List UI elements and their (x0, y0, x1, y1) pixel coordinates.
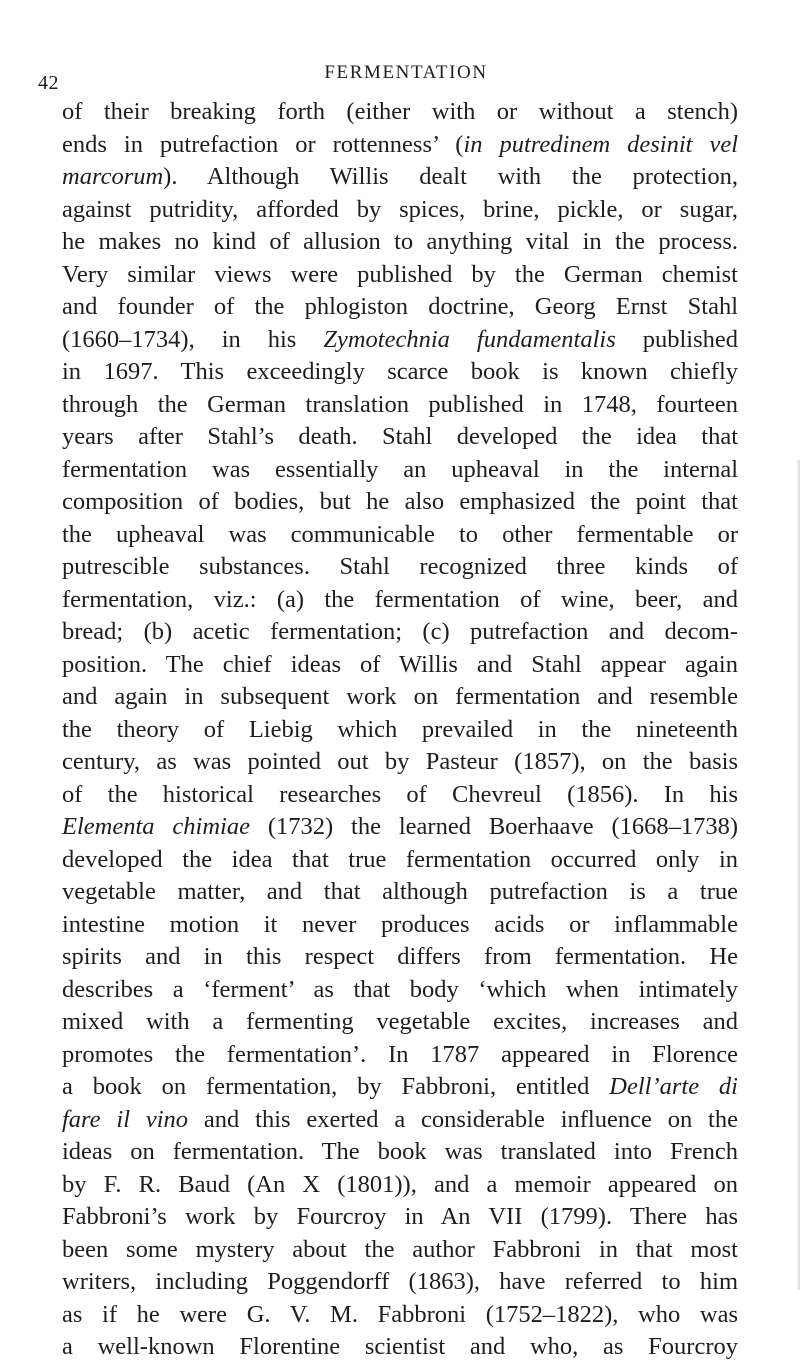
text-line: by F. R. Baud (An X (1801)), and a memoir appeared on (62, 1170, 738, 1198)
text-line: the theory of Liebig which prevailed in the nineteenth (62, 715, 738, 743)
text-line: as if he were G. V. M. Fabbroni (1752–1822), who was (62, 1300, 738, 1328)
text-line: century, as was pointed out by Pasteur (1857), on the basis (62, 748, 738, 775)
text-line: and founder of the phlogiston doctrine, Georg Ernst Stahl (62, 293, 738, 320)
text-line: of their breaking forth (either with or without a stench) (62, 98, 738, 125)
text-line: through the German translation published in 1748, fourteen (62, 390, 738, 418)
text-line: years after Stahl’s death. Stahl developed the idea that (62, 423, 738, 450)
text-line: putrescible substances. Stahl recognized three kinds of (62, 553, 738, 580)
text-line: he makes no kind of allusion to anything vital in the process. (62, 228, 738, 255)
text-line: spirits and in this respect differs from fermentation. He (62, 943, 738, 970)
text-line: and again in subsequent work on fermentation and resemble (62, 683, 738, 710)
text-line: in 1697. This exceedingly scarce book is known chiefly (62, 358, 738, 385)
text-line: ends in putrefaction or rottenness’ (in putredinem desinit vel (62, 130, 738, 158)
text-line: vegetable matter, and that although putrefaction is a true (62, 878, 738, 905)
text-line: a well-known Florentine scientist and who, as Fourcroy (62, 1333, 738, 1360)
text-line: mixed with a fermenting vegetable excites, increases and (62, 1008, 738, 1035)
text-line: against putridity, afforded by spices, brine, pickle, or sugar, (62, 195, 738, 223)
text-line: Fabbroni’s work by Fourcroy in An VII (1799). There has (62, 1203, 738, 1230)
text-line: writers, including Poggendorff (1863), have referred to him (62, 1268, 738, 1295)
text-line: been some mystery about the author Fabbroni in that most (62, 1235, 738, 1263)
text-line: a book on fermentation, by Fabbroni, entitled Dell’arte di (62, 1073, 738, 1100)
text-line: (1660–1734), in his Zymotechnia fundamentalis published (62, 325, 739, 353)
text-line: developed the idea that true fermentation occurred only in (62, 845, 738, 873)
text-line: composition of bodies, but he also emphasized the point that (62, 488, 738, 515)
text-line: marcorum). Although Willis dealt with the protection, (62, 163, 738, 190)
text-line: fermentation, viz.: (a) the fermentation of wine, beer, and (62, 585, 738, 613)
text-line: promotes the fermentation’. In 1787 appeared in Florence (62, 1040, 738, 1068)
text-line: describes a ‘ferment’ as that body ‘which when intimately (62, 975, 738, 1003)
text-line: Very similar views were published by the German chemist (62, 260, 738, 288)
page-number: 42 (38, 72, 59, 94)
text-line: of the historical researches of Chevreul (1856). In his (62, 780, 738, 808)
body-text (62, 96, 738, 1364)
text-line: the upheaval was communicable to other fermentable or (62, 520, 738, 548)
text-line: fermentation was essentially an upheaval in the internal (62, 455, 738, 483)
text-line: position. The chief ideas of Willis and Stahl appear again (62, 650, 738, 678)
text-line: Elementa chimiae (1732) the learned Boerhaave (1668–1738) (62, 813, 739, 840)
page-header (0, 62, 800, 92)
running-head: FERMENTATION (324, 62, 488, 83)
text-line: ideas on fermentation. The book was translated into French (62, 1138, 738, 1165)
text-line: bread; (b) acetic fermentation; (c) putrefaction and decom- (62, 618, 738, 645)
text-line: fare il vino and this exerted a considerable influence on the (62, 1105, 738, 1133)
text-line: intestine motion it never produces acids or inflammable (62, 910, 738, 938)
